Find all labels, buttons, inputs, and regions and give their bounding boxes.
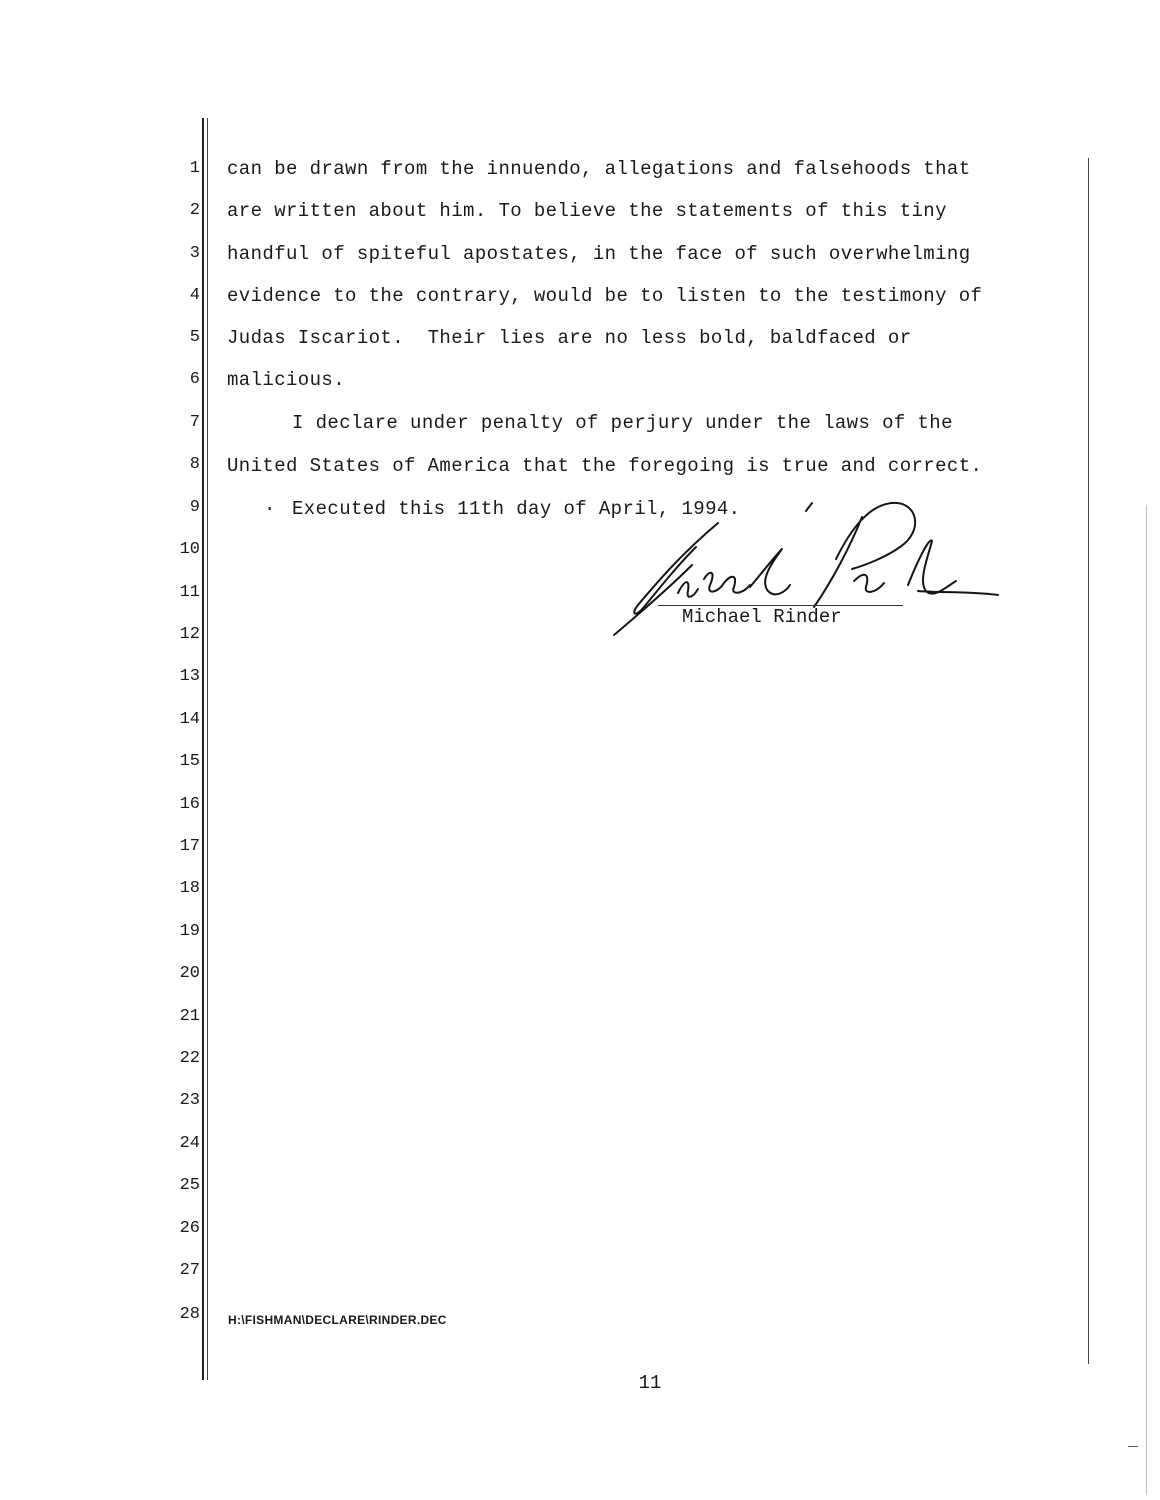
line-number: 8: [189, 455, 200, 474]
line-number: 18: [179, 879, 200, 898]
declaration-line: United States of America that the foregoing is true and correct.: [227, 455, 983, 477]
line-number: 25: [179, 1176, 200, 1195]
line-number: 2: [189, 201, 200, 220]
line-number: 1: [189, 159, 200, 178]
line-number: 28: [179, 1305, 200, 1324]
line-number: 3: [189, 244, 200, 263]
body-line: can be drawn from the innuendo, allegations and falsehoods that: [227, 158, 971, 180]
signatory-name: Michael Rinder: [682, 606, 842, 628]
line-number: 26: [179, 1219, 200, 1238]
scan-edge-line: [1146, 505, 1147, 1495]
body-line: handful of spiteful apostates, in the face of such overwhelming: [227, 243, 971, 265]
left-margin-rule: [202, 118, 204, 1380]
line-number: 22: [179, 1049, 200, 1068]
line-number: 11: [179, 583, 200, 602]
left-margin-rule-inner: [207, 118, 208, 1380]
body-line: Judas Iscariot. Their lies are no less bold, baldfaced or: [227, 327, 912, 349]
line-number: 23: [179, 1091, 200, 1110]
line-number: 27: [179, 1261, 200, 1280]
declaration-line: I declare under penalty of perjury under the laws of the: [292, 412, 953, 434]
line-number: 7: [189, 413, 200, 432]
line-number: 6: [189, 370, 200, 389]
execution-line: Executed this 11th day of April, 1994.: [292, 498, 741, 520]
line-number: 9: [189, 498, 200, 517]
line-number: 13: [179, 667, 200, 686]
line-number: 15: [179, 752, 200, 771]
exec-mark: ·: [264, 498, 276, 520]
line-number: 10: [179, 540, 200, 559]
line-number: 21: [179, 1007, 200, 1026]
line-number: 19: [179, 922, 200, 941]
line-number: 14: [179, 710, 200, 729]
line-number: 16: [179, 795, 200, 814]
line-number: 12: [179, 625, 200, 644]
right-margin-rule: [1088, 158, 1089, 1364]
line-number: 4: [189, 286, 200, 305]
body-line: malicious.: [227, 369, 346, 391]
line-number: 17: [179, 837, 200, 856]
line-number: 24: [179, 1134, 200, 1153]
scan-edge-tick: [1128, 1446, 1138, 1447]
body-line: are written about him. To believe the statements of this tiny: [227, 200, 947, 222]
handwritten-signature: [600, 495, 1010, 655]
body-line: evidence to the contrary, would be to listen to the testimony of: [227, 285, 983, 307]
line-number: 5: [189, 328, 200, 347]
page-number: 11: [638, 1372, 662, 1394]
footer-file-path: H:\FISHMAN\DECLARE\RINDER.DEC: [228, 1313, 447, 1327]
line-number: 20: [179, 964, 200, 983]
